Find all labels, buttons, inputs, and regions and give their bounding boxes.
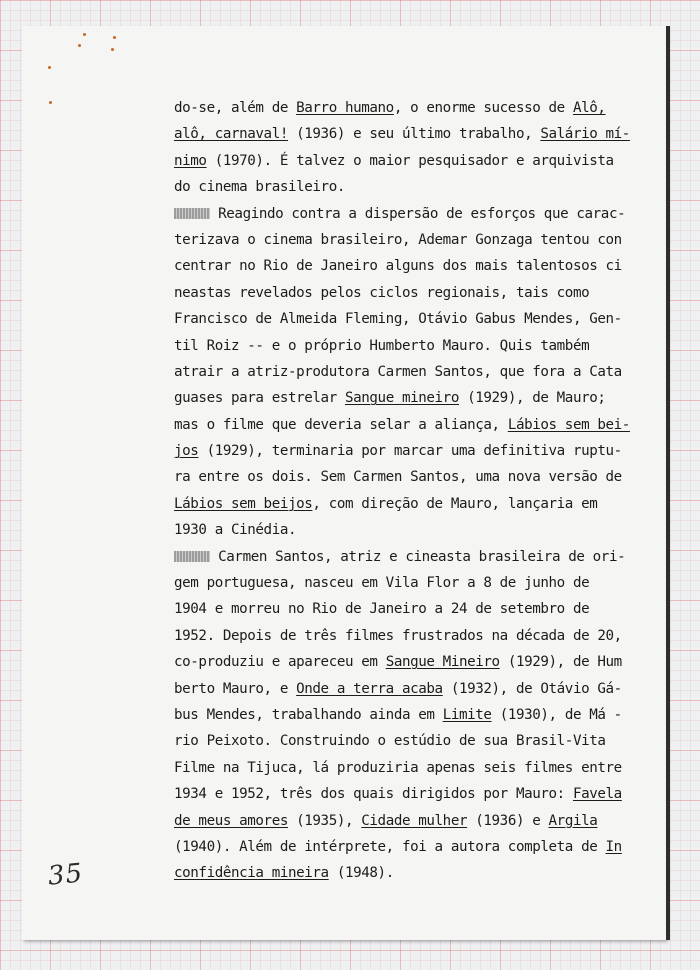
underlined-title: Alô, (572, 100, 606, 116)
paragraph-mark-smudge (174, 208, 210, 219)
typewritten-text (174, 95, 644, 887)
sheet-shadow-edge (666, 26, 670, 940)
text-line (174, 544, 644, 570)
text-line (174, 781, 644, 807)
underlined-title: Sangue Mineiro (385, 654, 500, 671)
text-line (174, 728, 644, 754)
text-line (174, 227, 644, 253)
underlined-title: Onde a terra acaba (296, 680, 443, 697)
underlined-title: Cidade mulher (361, 812, 468, 829)
underlined-title: Argila (548, 812, 598, 829)
text-run: (1935), (287, 812, 362, 829)
underlined-title: confidência mineira (174, 865, 329, 882)
text-run: mas o filme que deveria selar a aliança, (174, 416, 508, 433)
text-run: berto Mauro, e (174, 680, 297, 697)
text-line (174, 702, 644, 728)
text-run: rio Peixoto. Construindo o estúdio de sua Brasil-Vita (174, 733, 606, 750)
paper-fleck (111, 48, 114, 51)
underlined-title: Salário mí- (540, 126, 630, 143)
text-run: 1904 e morreu no Rio de Janeiro a 24 de setembro de (174, 601, 590, 618)
paragraph-mark-smudge (174, 551, 210, 562)
text-line (174, 623, 644, 649)
text-run: Reagindo contra a dispersão de esforços que carac- (210, 205, 626, 222)
text-line (174, 755, 644, 781)
underlined-title: Favela (572, 786, 622, 803)
text-line (174, 464, 644, 490)
text-run: co-produziu e apareceu em (174, 654, 386, 671)
text-run: til Roiz -- e o próprio Humberto Mauro. Quis também (174, 337, 590, 354)
text-run: atrair a atriz-produtora Carmen Santos, que fora a Cata (174, 363, 622, 380)
text-line (174, 280, 644, 306)
text-run: (1936) e (467, 812, 549, 829)
text-run: 1930 a Cinédia. (174, 522, 297, 539)
text-line (174, 676, 644, 702)
text-line (174, 306, 644, 332)
text-run: ra entre os dois. Sem Carmen Santos, uma nova versão de (174, 469, 622, 486)
text-run: Filme na Tijuca, lá produziria apenas seis filmes entre (174, 759, 622, 776)
text-line (174, 359, 644, 385)
text-run: (1932), de Otávio Gá- (442, 680, 622, 697)
text-run: (1940). Além de intérprete, foi a autora completa de (174, 838, 606, 855)
text-line (174, 121, 644, 147)
text-line (174, 95, 644, 121)
text-run: do-se, além de (174, 100, 297, 116)
text-line (174, 517, 644, 543)
handwritten-page-number: 35 (46, 858, 85, 892)
underlined-title: Barro humano (296, 100, 394, 116)
underlined-title: Sangue mineiro (344, 390, 459, 407)
underlined-title: nimo (174, 152, 207, 169)
text-run: (1929), de Mauro; (458, 390, 606, 407)
text-line (174, 201, 644, 227)
text-line (174, 412, 644, 438)
text-run: neastas revelados pelos ciclos regionais, tais como (174, 284, 590, 301)
text-run: guases para estrelar (174, 390, 345, 407)
text-line (174, 649, 644, 675)
text-run: terizava o cinema brasileiro, Ademar Gonzaga tentou con (174, 231, 622, 248)
text-line (174, 808, 644, 834)
text-line (174, 253, 644, 279)
underlined-title: In (605, 838, 622, 855)
underlined-title: Limite (442, 706, 492, 723)
underlined-title: de meus amores (174, 812, 288, 829)
text-line (174, 570, 644, 596)
text-run: (1929), terminaria por marcar uma definitiva ruptu- (198, 443, 622, 460)
text-run: bus Mendes, trabalhando ainda em (174, 706, 443, 723)
text-run: 1934 e 1952, três dos quais dirigidos por Mauro: (174, 786, 573, 803)
text-run: centrar no Rio de Janeiro alguns dos mais talentosos ci (174, 258, 622, 275)
underlined-title: alô, carnaval! (174, 126, 288, 143)
text-line (174, 174, 644, 200)
text-run: (1929), de Hum (499, 654, 622, 671)
text-line (174, 596, 644, 622)
text-run: do cinema brasileiro. (174, 179, 345, 196)
text-line (174, 491, 644, 517)
text-run: , com direção de Mauro, lançaria em (312, 495, 598, 512)
text-line (174, 385, 644, 411)
paper-fleck (83, 33, 86, 36)
text-run: Carmen Santos, atriz e cineasta brasileira de ori- (210, 548, 626, 565)
paper-fleck (113, 36, 116, 39)
underlined-title: Lábios sem bei- (507, 416, 630, 433)
underlined-title: jos (174, 443, 199, 460)
text-run: (1930), de Má - (491, 706, 622, 723)
text-run: (1970). É talvez o maior pesquisador e arquivista (206, 152, 614, 169)
paper-fleck (78, 44, 81, 47)
text-line (174, 834, 644, 860)
text-run: Francisco de Almeida Fleming, Otávio Gabus Mendes, Gen- (174, 311, 622, 328)
text-run: , o enorme sucesso de (393, 100, 573, 116)
text-run: (1936) e seu último trabalho, (287, 126, 541, 143)
text-run: 1952. Depois de três filmes frustrados na década de 20, (174, 627, 622, 644)
text-run: gem portuguesa, nasceu em Vila Flor a 8 de junho de (174, 575, 590, 592)
text-line (174, 438, 644, 464)
text-line (174, 860, 644, 886)
text-line (174, 148, 644, 174)
paper-fleck (48, 66, 51, 69)
paper-fleck (49, 101, 52, 104)
text-line (174, 333, 644, 359)
underlined-title: Lábios sem beijos (174, 495, 313, 512)
text-run: (1948). (328, 865, 394, 882)
